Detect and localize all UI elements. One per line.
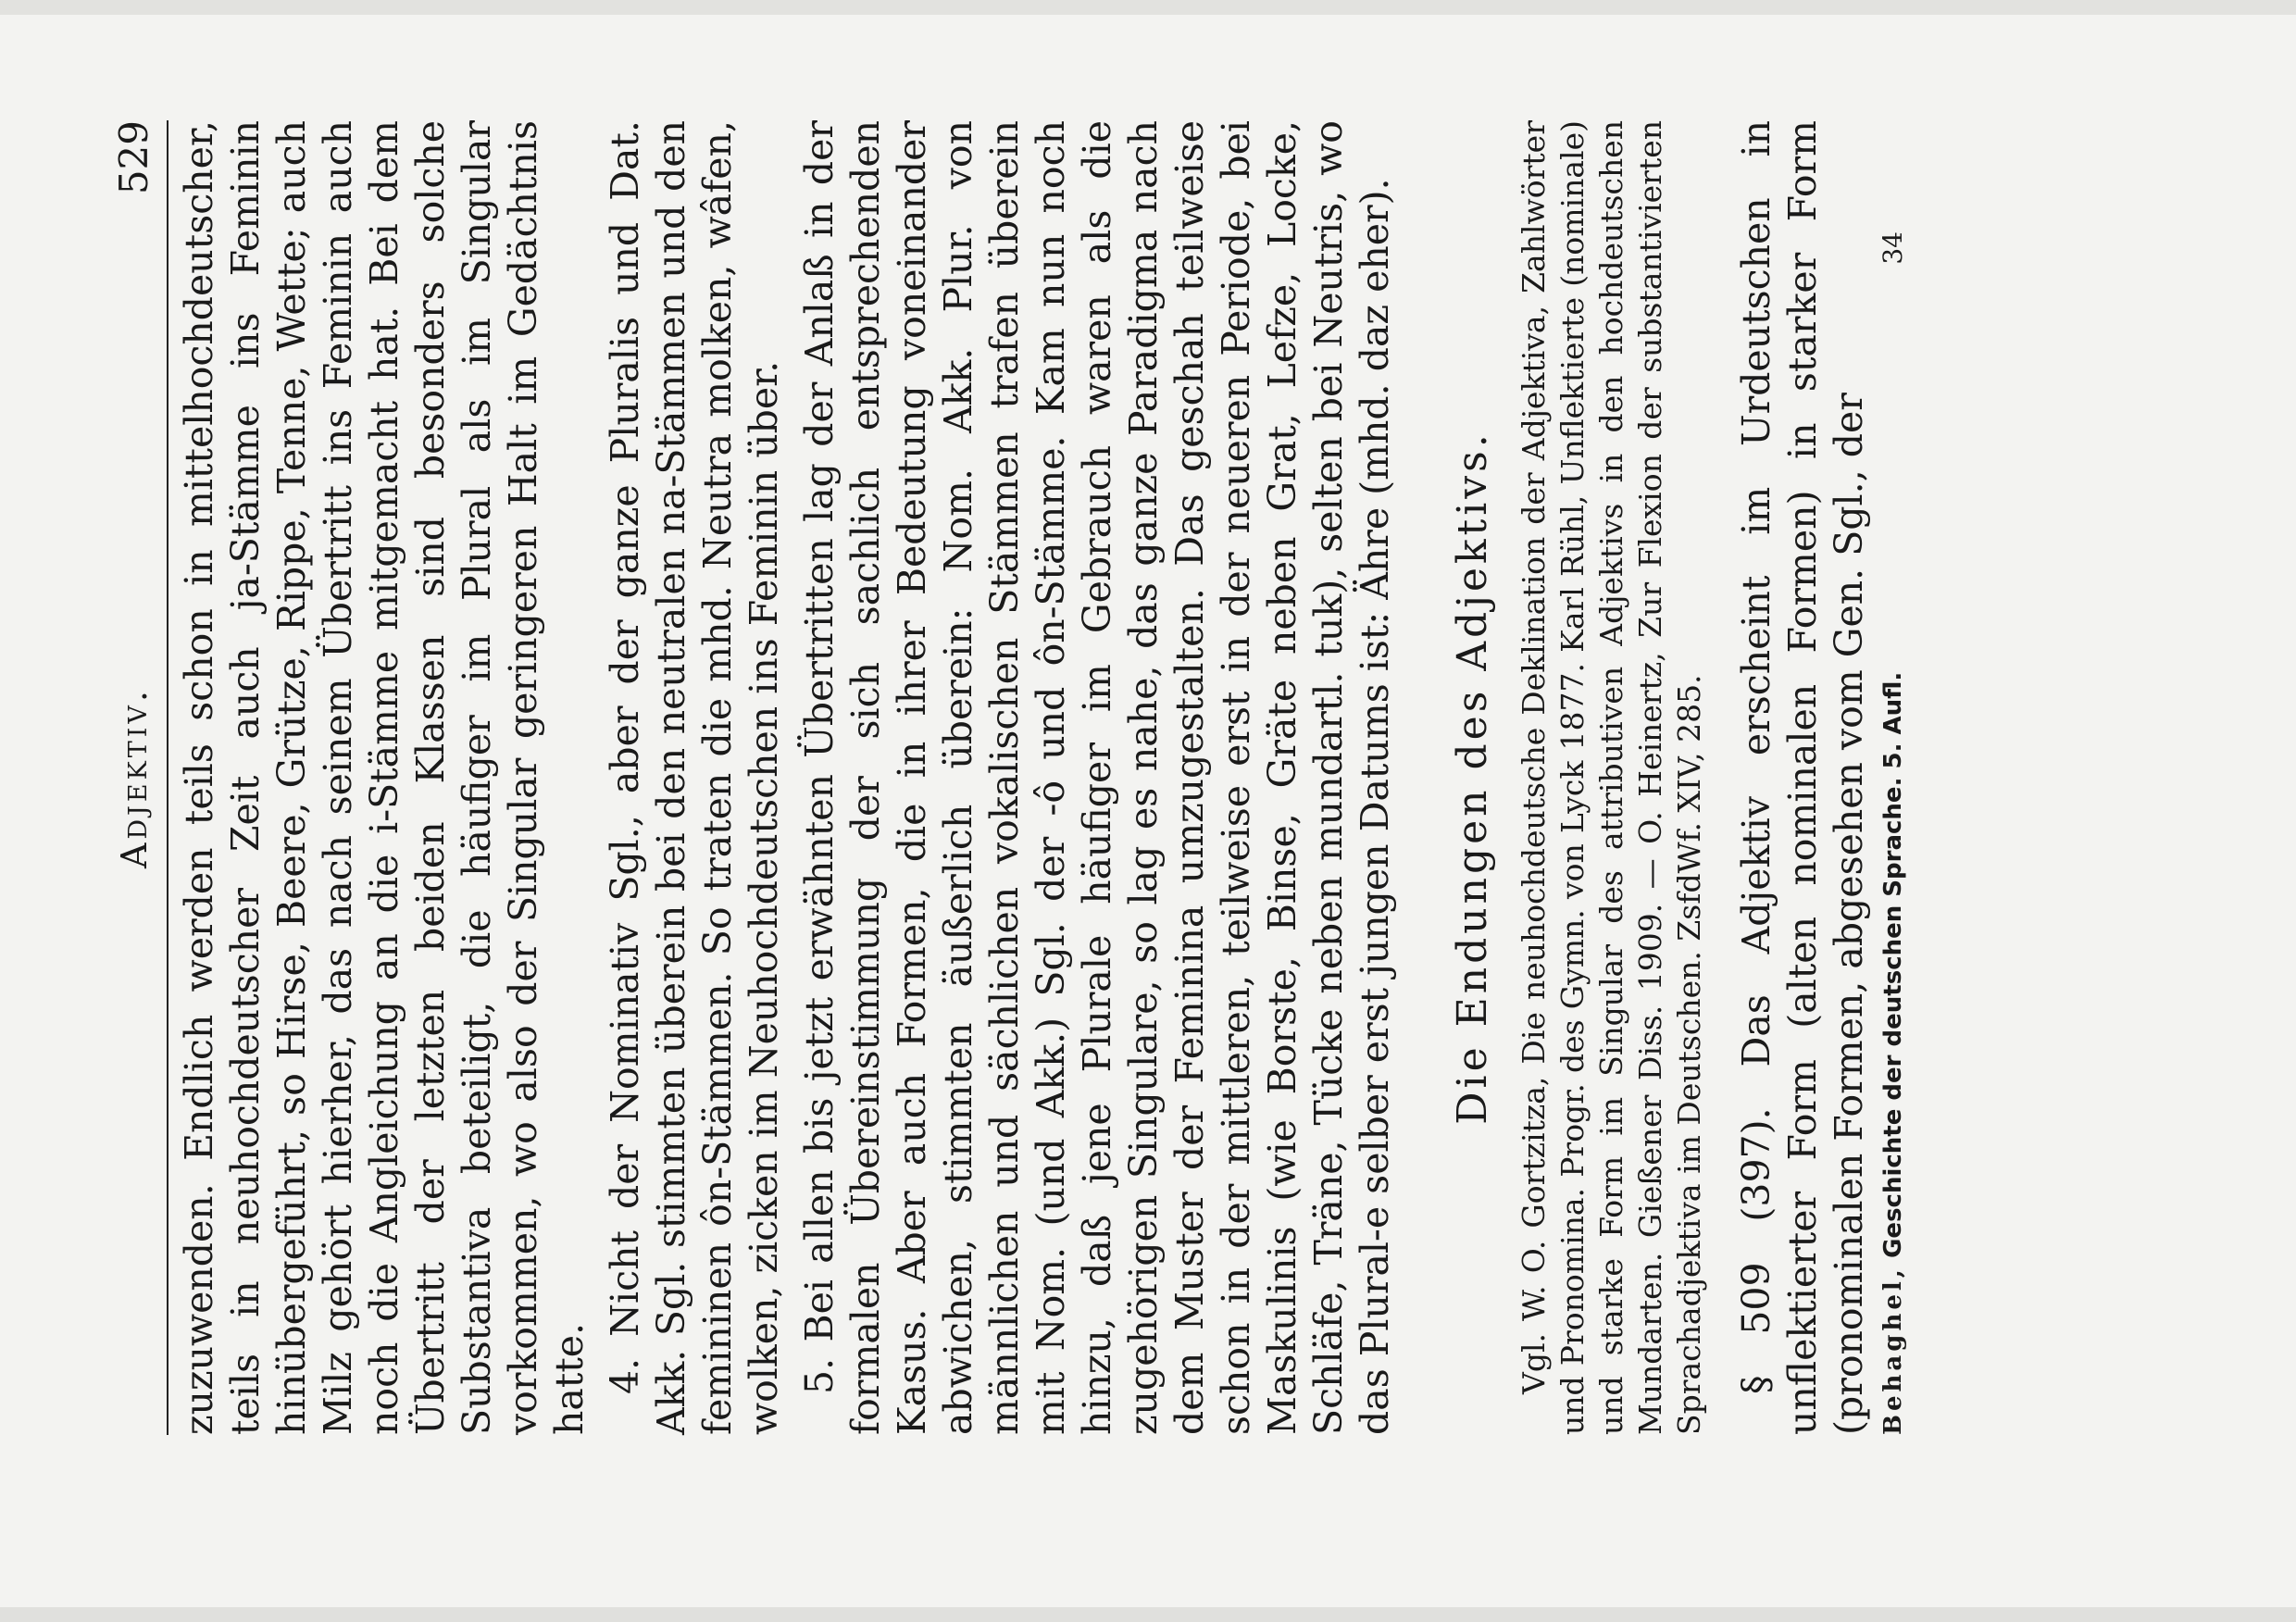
- paragraph-continuation: zuzuwenden. Endlich werden teils schon in mittelhochdeutscher, teils in neuhochdeutscher Zeit auch ja-Stämme ins Feminin hinübergeführt, so Hirse, Beere, Grütze, Rippe, Tenne, Wette; auch Milz gehört hierher, das nach seinem Übertritt ins Feminin auch noch die Angleichung an die i-Stämme mitgemacht hat. Bei dem Übertritt der letzten beiden Klassen sind besonders solche Substantiva beteiligt, die häufiger im Plural als im Singular vorkommen, wo also der Singular geringeren Halt im Gedächtnis hatte.: [177, 120, 592, 1435]
- rotated-book-page: [111, 120, 2000, 1435]
- signature-number: 34: [1878, 231, 1908, 265]
- paragraph-5: 5. Bei allen bis jetzt erwähnten Übertritten lag der Anlaß in der formalen Übereinstimmung der sich sachlich entsprechenden Kasus. Aber auch Formen, die in ihrer Bedeutung voneinander abwichen, stimmten äußerlich überein: Nom. Akk. Plur. von männlichen und sächlichen vokalischen Stämmen trafen überein mit Nom. (und Akk.) Sgl. der -ô und ôn-Stämme. Kam nun noch hinzu, daß jene Plurale häufiger im Gebrauch waren als die zugehörigen Singulare, so lag es nahe, das ganze Paradigma nach dem Muster der Feminina umzugestalten. Das geschah teilweise schon in der mittleren, teilweise erst in der neueren Periode, bei Maskulinis (wie Borste, Binse, Gräte neben Grat, Lefze, Locke, Schläfe, Träne, Tücke neben mundartl. tuk), selten bei Neutris, wo das Plural-e selber erst jungen Datums ist: Ähre (mhd. daz eher).: [797, 120, 1397, 1435]
- running-title: Adjektiv.: [114, 686, 155, 869]
- page-number: 529: [111, 120, 156, 195]
- section-heading: Die Endungen des Adjektivs.: [1449, 430, 1496, 1125]
- body-text: [176, 120, 1910, 1435]
- paragraph-509: § 509 (397). Das Adjektiv erscheint im Urdeutschen in unflektierter Form (alten nominalen Formen) in starker Form (pronominalen Formen, abgesehen vom Gen. Sgl., der: [1734, 120, 1871, 1435]
- footer-book-title: Geschichte der deutschen Sprache. 5. Aufl.: [1879, 671, 1907, 1258]
- running-head: [111, 120, 168, 1435]
- page-footer: [1870, 120, 1916, 1435]
- scan-edge-top: [0, 0, 2296, 15]
- bibliography-note: Vgl. W. O. Gortzitza, Die neuhochdeutsche Deklination der Adjektiva, Zahlwörter und Pronomina. Progr. des Gymn. von Lyck 1877. Karl Rühl, Unflektierte (nominale) und starke Form im Singular des attributiven Adjektivs in den hochdeutschen Mundarten. Gießener Diss. 1909. — O. Heinertz, Zur Flexion der substantivierten Sprachadjektiva im Deutschen. ZsfdWf. XIV, 285.: [1516, 120, 1707, 1435]
- paragraph-4: 4. Nicht der Nominativ Sgl., aber der ganze Pluralis und Dat. Akk. Sgl. stimmten überein bei den neutralen na-Stämmen und den femininen ôn-Stämmen. So traten die mhd. Neutra molken, wâfen, wolken, zicken im Neuhochdeutschen ins Feminin über.: [603, 120, 786, 1435]
- footer-author: Behaghel,: [1879, 1266, 1907, 1435]
- scan-edge-bottom: [0, 1607, 2296, 1622]
